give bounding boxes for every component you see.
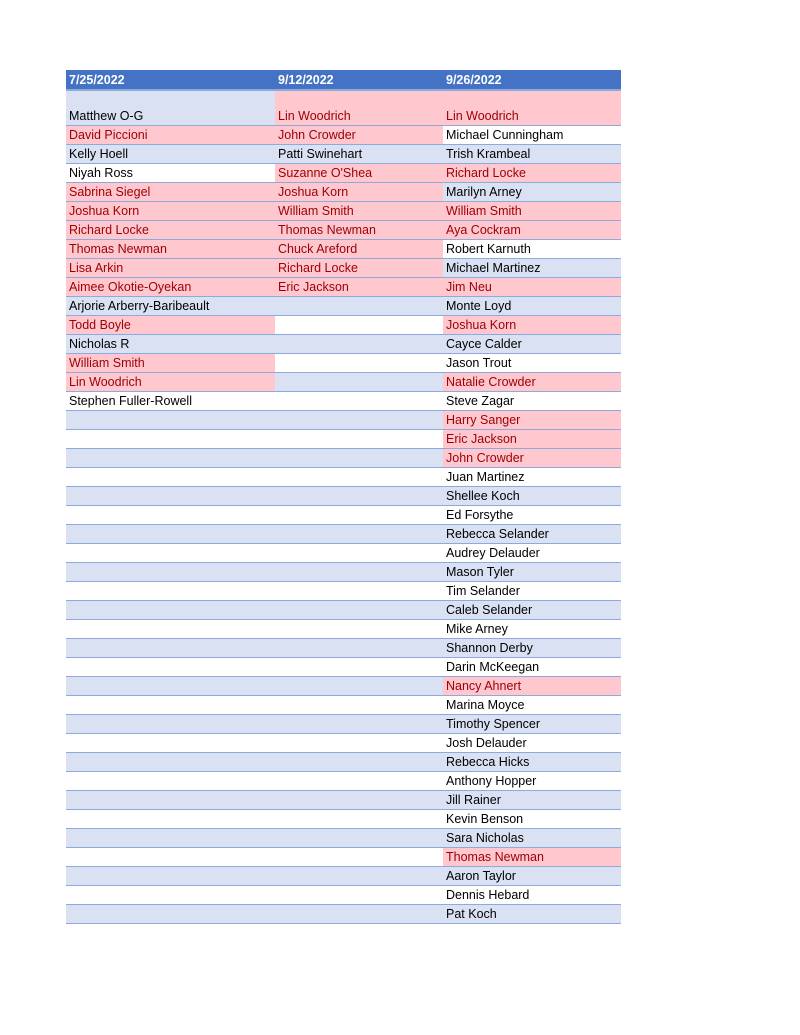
- name-cell[interactable]: Lin Woodrich: [66, 373, 275, 392]
- table-row: [66, 126, 621, 145]
- name-cell[interactable]: [66, 772, 275, 791]
- name-cell[interactable]: [66, 848, 275, 867]
- table-row: [66, 791, 621, 810]
- table-row: [66, 145, 621, 164]
- name-cell[interactable]: Robert Karnuth: [443, 240, 621, 259]
- table-row: [66, 639, 621, 658]
- column-header-date-3[interactable]: 9/26/2022: [443, 70, 621, 90]
- name-cell[interactable]: Marilyn Arney: [443, 183, 621, 202]
- header-row: [66, 70, 621, 90]
- column-header-date-2[interactable]: 9/12/2022: [275, 70, 443, 90]
- name-cell[interactable]: [275, 506, 443, 525]
- name-cell[interactable]: Lin Woodrich: [443, 90, 621, 126]
- name-cell[interactable]: Dennis Hebard: [443, 886, 621, 905]
- name-cell[interactable]: David Piccioni: [66, 126, 275, 145]
- table-row: [66, 430, 621, 449]
- name-cell[interactable]: Pat Koch: [443, 905, 621, 924]
- name-cell[interactable]: [275, 639, 443, 658]
- name-cell[interactable]: [66, 886, 275, 905]
- table-row: [66, 202, 621, 221]
- table-row: [66, 392, 621, 411]
- name-cell[interactable]: Arjorie Arberry-Baribeault: [66, 297, 275, 316]
- table-row: [66, 221, 621, 240]
- name-cell[interactable]: Timothy Spencer: [443, 715, 621, 734]
- name-cell[interactable]: [275, 316, 443, 335]
- name-cell[interactable]: Aimee Okotie-Oyekan: [66, 278, 275, 297]
- table-row: [66, 829, 621, 848]
- table-row: [66, 487, 621, 506]
- name-cell[interactable]: Monte Loyd: [443, 297, 621, 316]
- name-cell[interactable]: [66, 563, 275, 582]
- name-cell[interactable]: [66, 601, 275, 620]
- name-cell[interactable]: [275, 848, 443, 867]
- name-cell[interactable]: [275, 373, 443, 392]
- name-cell[interactable]: Nancy Ahnert: [443, 677, 621, 696]
- name-cell[interactable]: Anthony Hopper: [443, 772, 621, 791]
- table-row: [66, 278, 621, 297]
- table-row: [66, 867, 621, 886]
- name-cell[interactable]: Suzanne O'Shea: [275, 164, 443, 183]
- name-cell[interactable]: [66, 696, 275, 715]
- name-cell[interactable]: Lisa Arkin: [66, 259, 275, 278]
- name-cell[interactable]: [275, 525, 443, 544]
- name-cell[interactable]: Thomas Newman: [66, 240, 275, 259]
- name-cell[interactable]: [66, 734, 275, 753]
- name-cell[interactable]: Harry Sanger: [443, 411, 621, 430]
- name-cell[interactable]: [275, 411, 443, 430]
- name-cell[interactable]: [275, 905, 443, 924]
- column-header-date-1[interactable]: 7/25/2022: [66, 70, 275, 90]
- table-row: [66, 525, 621, 544]
- table-row: [66, 696, 621, 715]
- name-cell[interactable]: Jill Rainer: [443, 791, 621, 810]
- table-row: [66, 810, 621, 829]
- table-row: [66, 373, 621, 392]
- name-cell[interactable]: [275, 601, 443, 620]
- name-cell[interactable]: [275, 734, 443, 753]
- name-cell[interactable]: Darin McKeegan: [443, 658, 621, 677]
- name-cell[interactable]: [66, 430, 275, 449]
- name-cell[interactable]: Mike Arney: [443, 620, 621, 639]
- name-cell[interactable]: Rebecca Selander: [443, 525, 621, 544]
- table-row: [66, 449, 621, 468]
- name-cell[interactable]: Stephen Fuller-Rowell: [66, 392, 275, 411]
- name-cell[interactable]: [66, 468, 275, 487]
- name-cell[interactable]: [275, 696, 443, 715]
- name-cell[interactable]: [275, 354, 443, 373]
- table-row: [66, 677, 621, 696]
- name-cell[interactable]: [275, 810, 443, 829]
- name-cell[interactable]: [275, 658, 443, 677]
- name-cell[interactable]: [66, 658, 275, 677]
- table-row: [66, 316, 621, 335]
- name-cell[interactable]: Joshua Korn: [275, 183, 443, 202]
- table-row: [66, 335, 621, 354]
- name-cell[interactable]: Rebecca Hicks: [443, 753, 621, 772]
- name-cell[interactable]: Kevin Benson: [443, 810, 621, 829]
- name-cell[interactable]: Matthew O-G: [66, 90, 275, 126]
- name-cell[interactable]: Trish Krambeal: [443, 145, 621, 164]
- name-cell[interactable]: Ed Forsythe: [443, 506, 621, 525]
- name-cell[interactable]: Audrey Delauder: [443, 544, 621, 563]
- table-row: [66, 715, 621, 734]
- name-cell[interactable]: [275, 563, 443, 582]
- name-cell[interactable]: Patti Swinehart: [275, 145, 443, 164]
- name-cell[interactable]: Aaron Taylor: [443, 867, 621, 886]
- table-row: [66, 297, 621, 316]
- name-cell[interactable]: Eric Jackson: [275, 278, 443, 297]
- table-row: [66, 544, 621, 563]
- name-cell[interactable]: Thomas Newman: [275, 221, 443, 240]
- table-row: [66, 620, 621, 639]
- name-cell[interactable]: Todd Boyle: [66, 316, 275, 335]
- table-row: [66, 563, 621, 582]
- name-cell[interactable]: [275, 620, 443, 639]
- name-cell[interactable]: Eric Jackson: [443, 430, 621, 449]
- name-cell[interactable]: Mason Tyler: [443, 563, 621, 582]
- name-cell[interactable]: [275, 468, 443, 487]
- name-cell[interactable]: Jim Neu: [443, 278, 621, 297]
- name-cell[interactable]: [275, 487, 443, 506]
- name-cell[interactable]: Niyah Ross: [66, 164, 275, 183]
- name-cell[interactable]: Sara Nicholas: [443, 829, 621, 848]
- table-header: [66, 70, 621, 90]
- name-cell[interactable]: Michael Cunningham: [443, 126, 621, 145]
- table-row: [66, 848, 621, 867]
- name-cell[interactable]: Juan Martinez: [443, 468, 621, 487]
- name-cell[interactable]: [66, 715, 275, 734]
- name-cell[interactable]: Josh Delauder: [443, 734, 621, 753]
- name-cell[interactable]: Richard Locke: [443, 164, 621, 183]
- name-cell[interactable]: [275, 430, 443, 449]
- name-cell[interactable]: [66, 411, 275, 430]
- name-cell[interactable]: [66, 677, 275, 696]
- name-cell[interactable]: Richard Locke: [66, 221, 275, 240]
- attendance-table: [66, 70, 621, 924]
- name-cell[interactable]: [66, 449, 275, 468]
- name-cell[interactable]: [66, 620, 275, 639]
- table-row: [66, 772, 621, 791]
- table-row: [66, 164, 621, 183]
- table-row: [66, 240, 621, 259]
- name-cell[interactable]: [66, 810, 275, 829]
- name-cell[interactable]: John Crowder: [275, 126, 443, 145]
- table-row: [66, 905, 621, 924]
- name-cell[interactable]: Nicholas R: [66, 335, 275, 354]
- name-cell[interactable]: [66, 639, 275, 658]
- table-row: [66, 582, 621, 601]
- name-cell[interactable]: [66, 829, 275, 848]
- table-row: [66, 658, 621, 677]
- table-row: [66, 506, 621, 525]
- name-cell[interactable]: William Smith: [443, 202, 621, 221]
- name-cell[interactable]: [66, 867, 275, 886]
- name-cell[interactable]: Kelly Hoell: [66, 145, 275, 164]
- table-row: [66, 601, 621, 620]
- name-cell[interactable]: [275, 449, 443, 468]
- name-cell[interactable]: William Smith: [66, 354, 275, 373]
- name-cell[interactable]: [66, 487, 275, 506]
- name-cell[interactable]: Shannon Derby: [443, 639, 621, 658]
- name-cell[interactable]: Tim Selander: [443, 582, 621, 601]
- name-cell[interactable]: Lin Woodrich: [275, 90, 443, 126]
- name-cell[interactable]: Marina Moyce: [443, 696, 621, 715]
- name-cell[interactable]: Sabrina Siegel: [66, 183, 275, 202]
- name-cell[interactable]: [275, 544, 443, 563]
- table-row: [66, 90, 621, 126]
- table-row: [66, 354, 621, 373]
- name-cell[interactable]: [275, 886, 443, 905]
- name-cell[interactable]: Richard Locke: [275, 259, 443, 278]
- name-cell[interactable]: [66, 753, 275, 772]
- table-row: [66, 259, 621, 278]
- name-cell[interactable]: [275, 772, 443, 791]
- name-cell[interactable]: Shellee Koch: [443, 487, 621, 506]
- name-cell[interactable]: Jason Trout: [443, 354, 621, 373]
- name-cell[interactable]: Chuck Areford: [275, 240, 443, 259]
- table-row: [66, 183, 621, 202]
- name-cell[interactable]: William Smith: [275, 202, 443, 221]
- name-cell[interactable]: [275, 715, 443, 734]
- name-cell[interactable]: Aya Cockram: [443, 221, 621, 240]
- name-cell[interactable]: Michael Martinez: [443, 259, 621, 278]
- name-cell[interactable]: Thomas Newman: [443, 848, 621, 867]
- name-cell[interactable]: [275, 867, 443, 886]
- name-cell[interactable]: John Crowder: [443, 449, 621, 468]
- name-cell[interactable]: [275, 677, 443, 696]
- table-row: [66, 411, 621, 430]
- table-body: [66, 90, 621, 924]
- name-cell[interactable]: [66, 525, 275, 544]
- name-cell[interactable]: [275, 753, 443, 772]
- name-cell[interactable]: Caleb Selander: [443, 601, 621, 620]
- name-cell[interactable]: [66, 506, 275, 525]
- name-cell[interactable]: Natalie Crowder: [443, 373, 621, 392]
- name-cell[interactable]: Joshua Korn: [443, 316, 621, 335]
- name-cell[interactable]: [275, 392, 443, 411]
- name-cell[interactable]: [275, 297, 443, 316]
- table-row: [66, 886, 621, 905]
- name-cell[interactable]: [66, 582, 275, 601]
- name-cell[interactable]: [275, 582, 443, 601]
- table-row: [66, 468, 621, 487]
- name-cell[interactable]: [66, 791, 275, 810]
- name-cell[interactable]: [275, 791, 443, 810]
- name-cell[interactable]: Cayce Calder: [443, 335, 621, 354]
- table-row: [66, 734, 621, 753]
- name-cell[interactable]: Steve Zagar: [443, 392, 621, 411]
- table-row: [66, 753, 621, 772]
- name-cell[interactable]: [66, 905, 275, 924]
- name-cell[interactable]: Joshua Korn: [66, 202, 275, 221]
- name-cell[interactable]: [275, 335, 443, 354]
- name-cell[interactable]: [275, 829, 443, 848]
- name-cell[interactable]: [66, 544, 275, 563]
